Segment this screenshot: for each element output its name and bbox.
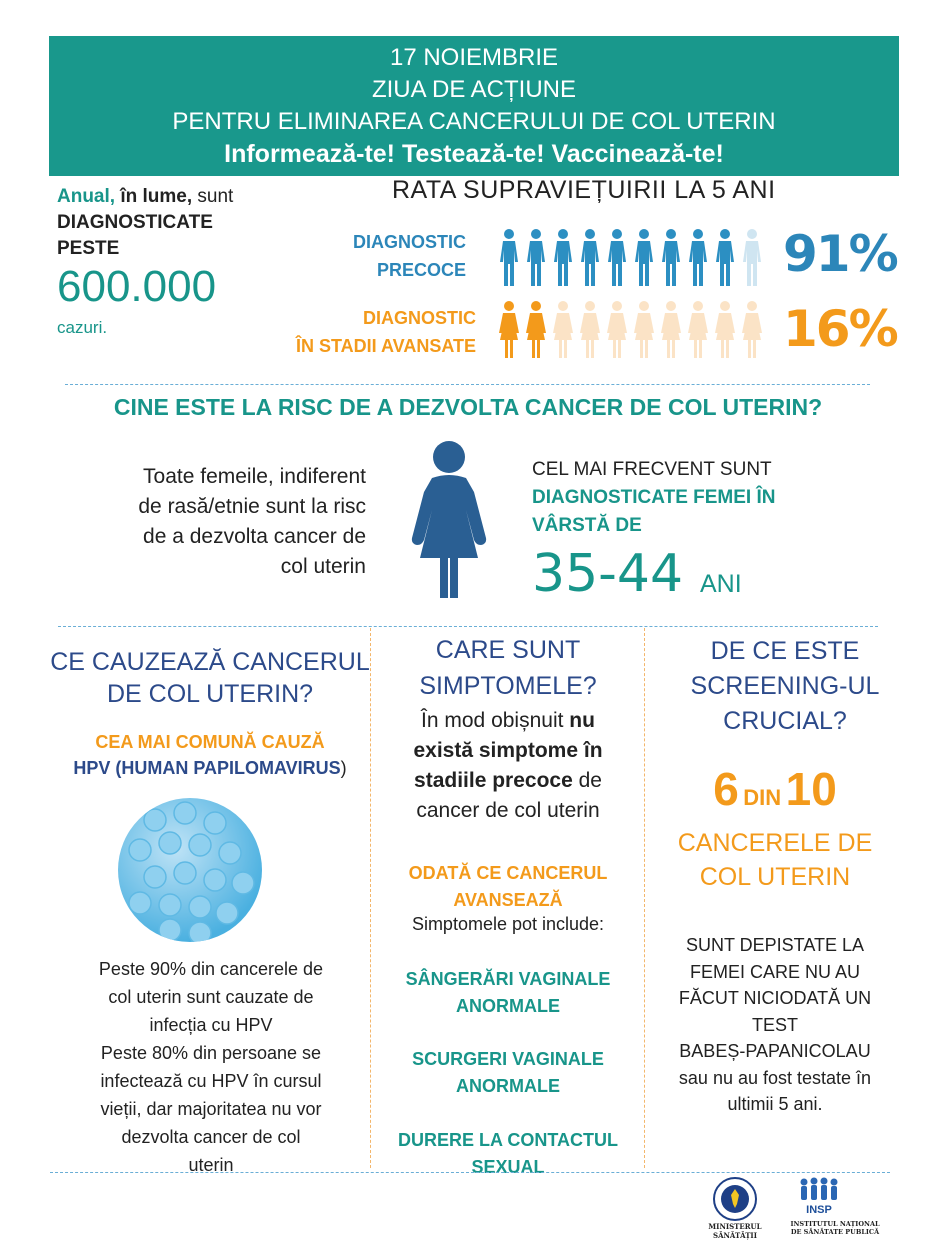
empty-person-icon	[687, 300, 709, 360]
late-survival-figures	[498, 300, 768, 360]
ministry-seal-logo	[712, 1176, 758, 1222]
symptom-bleeding	[372, 966, 644, 1020]
annual-cases-block	[57, 184, 277, 262]
symptoms-text-a: În mod obișnuit	[421, 709, 570, 732]
hpv-fact-line6: vieții, dar majoritatea nu vor	[100, 1099, 322, 1119]
are-word: sunt	[197, 186, 234, 207]
frequent-line3: VÂRSTĂ DE	[532, 515, 642, 536]
virus-spike	[219, 842, 241, 864]
insp-name-line1: INSTITUTUL NAȚIONAL	[790, 1220, 880, 1228]
symptom-bleeding-line2: ANORMALE	[456, 996, 560, 1016]
hpv-fact-line7: dezvolta cancer de col	[121, 1127, 301, 1147]
causes-title-line1: CE CAUZEAZĂ CANCERUL	[50, 648, 370, 676]
symptom-discharge-line2: ANORMALE	[456, 1076, 560, 1096]
hpv-fact-line3: infecția cu HPV	[149, 1015, 273, 1035]
symptoms-title-line2: SIMPTOMELE?	[419, 672, 597, 700]
virus-spike	[189, 834, 211, 856]
risk-text-line2: de rasă/etnie sunt la risc	[138, 495, 366, 518]
ministry-name: MINISTERUL SĂNĂTĂȚII	[708, 1222, 762, 1240]
symptoms-title	[372, 632, 644, 704]
empty-person-icon	[579, 300, 601, 360]
screening-title-line1: DE CE ESTE	[710, 637, 860, 665]
symptoms-text-b: nu	[569, 709, 595, 732]
early-survival-figures	[498, 228, 768, 288]
divider-2	[58, 626, 878, 627]
filled-person-icon	[606, 228, 628, 288]
filled-person-icon	[498, 228, 520, 288]
symptom-pain-line1: DURERE LA CONTACTUL	[398, 1130, 618, 1150]
empty-person-icon	[714, 300, 736, 360]
screening-title-line3: CRUCIAL?	[723, 707, 847, 735]
hpv-fact-line2: col uterin sunt cauzate de	[108, 987, 314, 1007]
virus-spike	[216, 902, 238, 924]
woman-icon	[410, 440, 488, 600]
filled-person-icon	[498, 300, 520, 360]
symptoms-text-f: cancer de col uterin	[416, 799, 600, 822]
late-label-line1: DIAGNOSTIC	[362, 308, 476, 328]
insp-logo	[796, 1176, 842, 1216]
causes-title	[30, 646, 390, 710]
filled-person-icon	[525, 228, 547, 288]
ten-number: 10	[785, 763, 837, 815]
over-label: PESTE	[57, 238, 120, 259]
screening-line1: SUNT DEPISTATE LA	[685, 935, 865, 955]
risk-text-line3: de a dezvolta cancer de	[143, 525, 366, 548]
advanced-line1: ODATĂ CE CANCERUL	[408, 863, 608, 883]
symptoms-text-c: există simptome în	[413, 739, 603, 762]
screening-line6: sau nu au fost testate în	[678, 1067, 872, 1088]
early-diagnosis-label	[300, 228, 466, 284]
divider-3	[50, 1172, 890, 1173]
hpv-virus-icon	[115, 795, 265, 945]
symptom-discharge-line1: SCURGERI VAGINALE	[412, 1049, 604, 1069]
virus-spike	[232, 872, 254, 894]
frequent-line1: CEL MAI FRECVENT SUNT	[532, 459, 772, 480]
six-number: 6	[713, 763, 739, 815]
empty-person-icon	[633, 300, 655, 360]
causes-title-line2: DE COL UTERIN?	[106, 680, 314, 708]
late-diagnosis-label	[260, 304, 476, 360]
advanced-line2: AVANSEAZĂ	[453, 890, 563, 910]
advanced-label	[372, 860, 644, 914]
cases-number: 600.000	[57, 262, 217, 311]
screening-title-line2: SCREENING-UL	[690, 672, 880, 700]
hpv-fact-line1: Peste 90% din cancerele de	[98, 959, 324, 979]
hpv-fact-line8: uterin	[188, 1155, 234, 1175]
virus-spike	[174, 802, 196, 824]
filled-person-icon	[579, 228, 601, 288]
six-of-ten	[650, 762, 900, 816]
survival-title: RATA SUPRAVIEȚUIRII LA 5 ANI	[392, 176, 776, 204]
empty-person-icon	[741, 228, 763, 288]
divider-1	[65, 384, 870, 385]
age-range: 35-44	[532, 544, 684, 604]
early-label-line2: PRECOCE	[376, 260, 466, 280]
symptom-pain-line2: SEXUAL	[471, 1157, 545, 1177]
symptom-discharge	[372, 1046, 644, 1100]
banner-purpose: PENTRU ELIMINAREA CANCERULUI DE COL UTERIN	[172, 108, 776, 135]
insp-name-line2: DE SĂNĂTATE PUBLICĂ	[790, 1228, 880, 1236]
risk-all-women-text	[60, 462, 366, 582]
empty-person-icon	[660, 300, 682, 360]
age-unit: ANI	[700, 570, 742, 598]
empty-person-icon	[552, 300, 574, 360]
of-word: DIN	[743, 785, 782, 810]
hpv-label	[30, 758, 390, 779]
late-survival-percent: 16%	[783, 300, 897, 358]
banner-day: ZIUA DE ACȚIUNE	[371, 76, 577, 103]
screening-line7: ultimii 5 ani.	[727, 1094, 823, 1114]
hpv-fact-line4: Peste 80% din persoane se	[100, 1043, 322, 1063]
frequent-line2: DIAGNOSTICATE FEMEI ÎN	[532, 487, 776, 508]
svg-text:INSP: INSP	[806, 1204, 832, 1216]
virus-spike	[159, 832, 181, 854]
early-survival-percent: 91%	[783, 225, 897, 283]
frequent-age-text	[532, 456, 775, 540]
virus-spike	[159, 919, 181, 941]
risk-text-line1: Toate femeile, indiferent	[143, 465, 366, 488]
cancers-line1: CANCERELE DE	[677, 829, 873, 857]
empty-person-icon	[606, 300, 628, 360]
cancers-line2: COL UTERIN	[699, 863, 851, 891]
insp-name	[790, 1220, 880, 1236]
late-label-line2: ÎN STADII AVANSATE	[296, 336, 476, 356]
risk-title: CINE ESTE LA RISC DE A DEZVOLTA CANCER DE COL UTERIN?	[113, 394, 823, 420]
virus-spike	[189, 896, 211, 918]
header-banner	[49, 36, 899, 176]
symptoms-text-d: stadiile precoce	[414, 769, 573, 792]
symptom-bleeding-line1: SÂNGERĂRI VAGINALE	[405, 969, 611, 989]
symptoms-title-line1: CARE SUNT	[435, 636, 581, 664]
filled-person-icon	[633, 228, 655, 288]
worldwide-word: în lume,	[120, 186, 193, 207]
most-common-cause-label: CEA MAI COMUNĂ CAUZĂ	[95, 732, 325, 752]
screening-line3: FĂCUT NICIODATĂ UN	[678, 988, 872, 1008]
filled-person-icon	[687, 228, 709, 288]
screening-facts-text	[650, 932, 900, 1118]
screening-title	[650, 634, 920, 739]
filled-person-icon	[660, 228, 682, 288]
annual-word: Anual,	[57, 186, 116, 207]
filled-person-icon	[714, 228, 736, 288]
screening-line4: TEST	[751, 1014, 798, 1035]
hpv-paren: )	[340, 758, 347, 778]
symptoms-include-label: Simptomele pot include:	[411, 914, 605, 934]
hpv-facts-text	[46, 955, 376, 1179]
virus-spike	[144, 866, 166, 888]
virus-spike	[129, 892, 151, 914]
diagnosed-label: DIAGNOSTICATE	[57, 212, 213, 233]
filled-person-icon	[525, 300, 547, 360]
banner-date: 17 NOIEMBRIE	[389, 44, 559, 71]
cervical-cancers-label	[650, 826, 900, 894]
hpv-name: HPV (HUMAN PAPILOMAVIRUS	[73, 758, 341, 778]
hpv-fact-line5: infectează cu HPV în cursul	[100, 1071, 322, 1091]
virus-spike	[189, 922, 211, 944]
screening-line5: BABEȘ-PAPANICOLAU	[679, 1041, 871, 1061]
risk-text-line4: col uterin	[280, 555, 366, 578]
virus-spike	[129, 839, 151, 861]
early-label-line1: DIAGNOSTIC	[352, 232, 466, 252]
cases-unit: cazuri.	[57, 318, 108, 337]
virus-spike	[204, 869, 226, 891]
virus-spike	[144, 809, 166, 831]
virus-spike	[174, 862, 196, 884]
filled-person-icon	[552, 228, 574, 288]
screening-line2: FEMEI CARE NU AU	[689, 961, 861, 982]
no-early-symptoms-text	[372, 706, 644, 826]
column-divider-2	[644, 628, 645, 1168]
empty-person-icon	[741, 300, 763, 360]
virus-spike	[204, 812, 226, 834]
virus-spike	[159, 894, 181, 916]
symptoms-text-e: de	[572, 769, 602, 792]
banner-slogan: Informează-te! Testează-te! Vaccinează-te!	[224, 140, 724, 168]
